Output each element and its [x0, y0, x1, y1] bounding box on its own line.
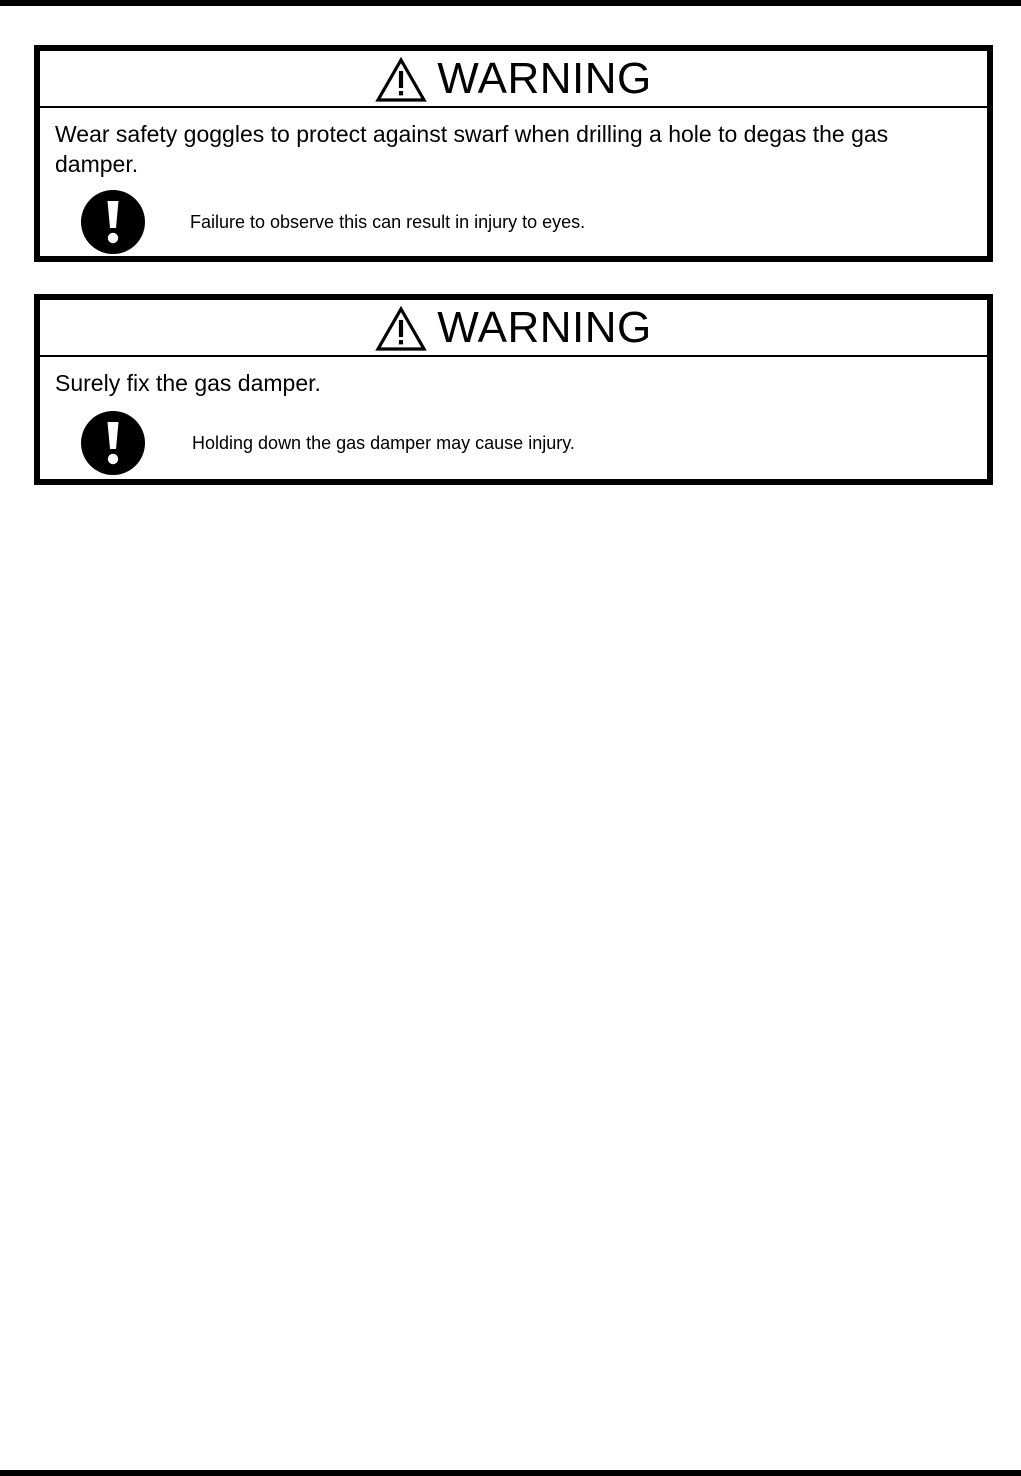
- warning-detail-row: [81, 190, 585, 254]
- warning-box-goggles: [34, 45, 993, 262]
- warning-detail-row: [81, 411, 575, 475]
- warning-triangle-icon: [375, 306, 427, 352]
- warning-title: WARNING: [437, 53, 652, 103]
- warning-detail-text: Holding down the gas damper may cause injury.: [192, 433, 575, 453]
- warning-detail-text: Failure to observe this can result in injury to eyes.: [190, 212, 586, 232]
- warning-box-fix-damper: [34, 294, 993, 485]
- bottom-rule: [0, 1470, 1021, 1476]
- warning-triangle-icon: [375, 57, 427, 103]
- warning-main-text: Surely fix the gas damper.: [55, 370, 321, 396]
- warning-header: [40, 300, 987, 357]
- warning-title: WARNING: [437, 302, 652, 352]
- top-rule: [0, 0, 1021, 6]
- mandatory-action-icon: [81, 411, 145, 475]
- warning-header: [40, 51, 987, 108]
- mandatory-action-icon: [81, 190, 145, 254]
- warning-main-text: Wear safety goggles to protect against swarf when drilling a hole to degas the gas damper.: [55, 121, 889, 177]
